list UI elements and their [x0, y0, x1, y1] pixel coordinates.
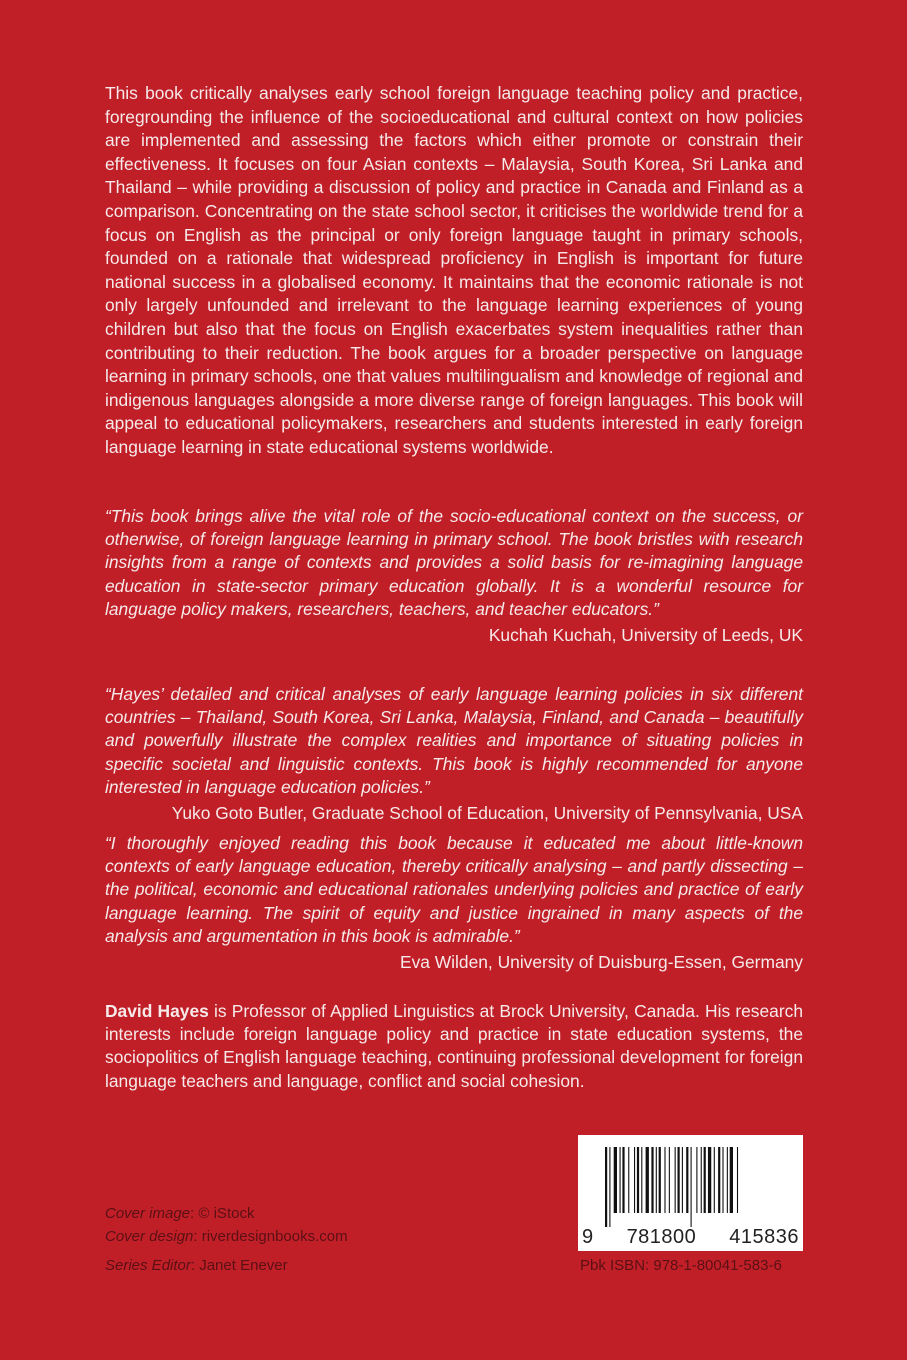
barcode-bar — [614, 1147, 617, 1213]
isbn-barcode — [578, 1135, 803, 1251]
barcode-bar — [708, 1147, 711, 1213]
author-bio-text: is Professor of Applied Linguistics at Brock University, Canada. His research interests include foreign language policy and practice in state education systems, the sociopolitics of English language teaching, continuing professional development for foreign language teachers and language, conflict and social cohesion. — [105, 1001, 803, 1091]
credit-label: Series Editor — [105, 1257, 191, 1274]
barcode-bar — [686, 1147, 688, 1213]
isbn-number: Pbk ISBN: 978-1-80041-583-6 — [580, 1257, 782, 1274]
barcode-bar — [691, 1147, 692, 1227]
endorsement-quote: “This book brings alive the vital role of the socio-educational context on the success, or otherwise, of foreign language learning in primary school. The book bristles with research insights from a range of contexts and provides a solid basis for re-imagining language education in state-sector primary education globally. It is a wonderful resource for language policy makers, researchers, teachers, and teacher educators.” — [105, 506, 803, 619]
barcode-bar — [605, 1147, 607, 1227]
barcode-bar — [634, 1147, 635, 1213]
barcode-bar — [722, 1147, 723, 1213]
barcode-digit-group: 415836 — [729, 1226, 799, 1248]
endorsement-quote: “Hayes’ detailed and critical analyses of early language learning policies in six different countries – Thailand, South Korea, Sri Lanka, Malaysia, Finland, and Canada – beautifully and powerfully illustrate the complex realities and importance of situating policies in specific societal and linguistic contexts. This book is highly recommended for anyone interested in language education policies.” — [105, 684, 803, 797]
barcode-bar — [696, 1147, 697, 1213]
barcode-bar — [637, 1147, 639, 1213]
cover-design-credit — [105, 1228, 348, 1245]
endorsement-3 — [105, 832, 803, 974]
barcode-bar — [651, 1147, 653, 1213]
barcode-bar — [682, 1147, 683, 1213]
barcode-bar — [714, 1147, 715, 1213]
author-bio — [105, 1000, 803, 1093]
barcode-bar — [620, 1147, 621, 1213]
barcode-bar — [718, 1147, 720, 1213]
credit-label: Cover design — [105, 1228, 194, 1245]
barcode-bar — [727, 1147, 728, 1213]
endorsement-attribution: Yuko Goto Butler, Graduate School of Education, University of Pennsylvania, USA — [171, 803, 803, 824]
barcode-bar — [669, 1147, 670, 1213]
barcode-bar — [622, 1147, 624, 1213]
barcode-digit-group: 781800 — [626, 1226, 697, 1248]
barcode-bar — [628, 1147, 629, 1213]
barcode-bar — [646, 1147, 649, 1213]
barcode-digit-group: 9 — [582, 1226, 594, 1248]
endorsement-attribution: Eva Wilden, University of Duisburg-Essen, Germany — [399, 952, 803, 973]
endorsement-quote: “I thoroughly enjoyed reading this book because it educated me about little-known contexts of early language education, thereby critically analysing – and partly dissecting – the political, economic and educational rationales underlying policies and practice of early language learning. The spirit of equity and justice ingrained in many aspects of the analysis and argumentation in this book is admirable.” — [105, 833, 803, 946]
barcode-bars — [605, 1147, 779, 1227]
barcode-bar — [664, 1147, 665, 1213]
barcode-bar — [641, 1147, 642, 1213]
endorsement-attribution: Kuchah Kuchah, University of Leeds, UK — [488, 625, 803, 646]
barcode-bar — [609, 1147, 610, 1227]
barcode-bar — [730, 1147, 733, 1213]
series-editor-credit — [105, 1257, 288, 1274]
credit-label: Cover image — [105, 1205, 191, 1222]
book-description: This book critically analyses early school foreign language teaching policy and practice, foregrounding the influence of the socioeducational and cultural context on how policies are implemented and assessing the factors which either promote or constrain their effectiveness. It focuses on four Asian contexts – Malaysia, South Korea, Sri Lanka and Thailand – while providing a discussion of policy and practice in Canada and Finland as a comparison. Concentrating on the state school sector, it criticises the worldwide trend for a focus on English as the principal or only foreign language taught in primary schools, founded on a rationale that widespread proficiency in English is important for future national success in a globalised economy. It maintains that the economic rationale is not only largely unfounded and irrelevant to the language learning experiences of young children but also that the focus on English exacerbates system inequalities rather than contributing to their reduction. The book argues for a broader perspective on language learning in primary schools, one that values multilingualism and knowledge of regional and indigenous languages alongside a more diverse range of foreign languages. This book will appeal to educational policymakers, researchers and students interested in early foreign language learning in state educational systems worldwide. — [105, 83, 803, 457]
barcode-bar — [737, 1147, 738, 1213]
barcode-bar — [701, 1147, 702, 1213]
barcode-digits — [582, 1226, 799, 1249]
endorsement-2 — [105, 683, 803, 825]
credit-value: : © iStock — [190, 1205, 255, 1222]
credit-value: : riverdesignbooks.com — [193, 1228, 348, 1245]
barcode-bar — [704, 1147, 706, 1213]
author-name: David Hayes — [105, 1001, 209, 1021]
cover-image-credit — [105, 1205, 254, 1222]
credit-value: : Janet Enever — [190, 1257, 288, 1274]
barcode-bar — [678, 1147, 680, 1213]
endorsement-1 — [105, 505, 803, 647]
barcode-bar — [656, 1147, 657, 1213]
barcode-bar — [675, 1147, 676, 1213]
barcode-bar — [659, 1147, 661, 1213]
